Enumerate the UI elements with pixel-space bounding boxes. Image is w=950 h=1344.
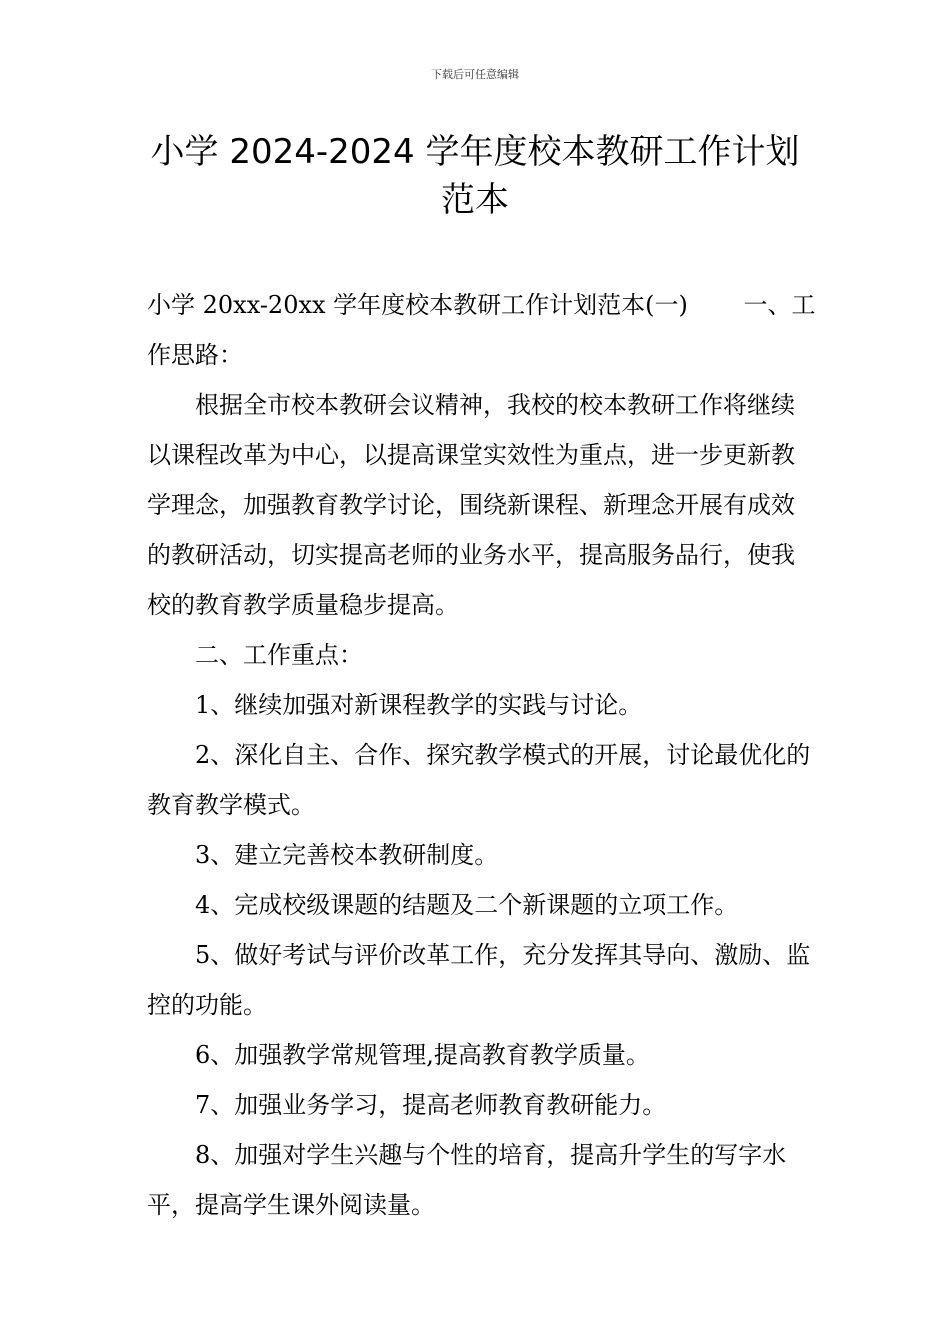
list-item: 8、加强对学生兴趣与个性的培育，提高升学生的写字水平，提高学生课外阅读量。 [147,1141,787,1219]
list-item: 5、做好考试与评价改革工作，充分发挥其导向、激励、监控的功能。 [147,941,811,1019]
title-line-1: 小学 2024-2024 学年度校本教研工作计划 [150,132,800,172]
list-item: 2、深化自主、合作、探究教学模式的开展，讨论最优化的教育教学模式。 [147,741,811,819]
intro-paragraph: 小学 20xx-20xx 学年度校本教研工作计划范本(一) 一、工作思路： [147,291,816,369]
list-item: 3、建立完善校本教研制度。 [195,841,499,869]
header-note: 下载后可任意编辑 [431,68,519,81]
work-idea-paragraph: 根据全市校本教研会议精神，我校的校本教研工作将继续以课程改革为中心，以提高课堂实效性为重点，进一步更新教学理念，加强教育教学讨论，围绕新课程、新理念开展有成效的教研活动，切实提高老师的业务水平，提高服务品行，使我校的教育教学质量稳步提高。 [147,391,795,619]
title-line-2: 范本 [441,180,509,220]
list-item: 6、加强教学常规管理,提高教育教学质量。 [195,1041,650,1069]
section-heading: 二、工作重点： [195,641,363,669]
document-title [100,128,850,224]
list-item: 4、完成校级课题的结题及二个新课题的立项工作。 [195,891,739,919]
list-item: 7、加强业务学习，提高老师教育教研能力。 [195,1091,667,1119]
list-item: 1、继续加强对新课程教学的实践与讨论。 [195,691,643,719]
document-body [147,280,817,1230]
